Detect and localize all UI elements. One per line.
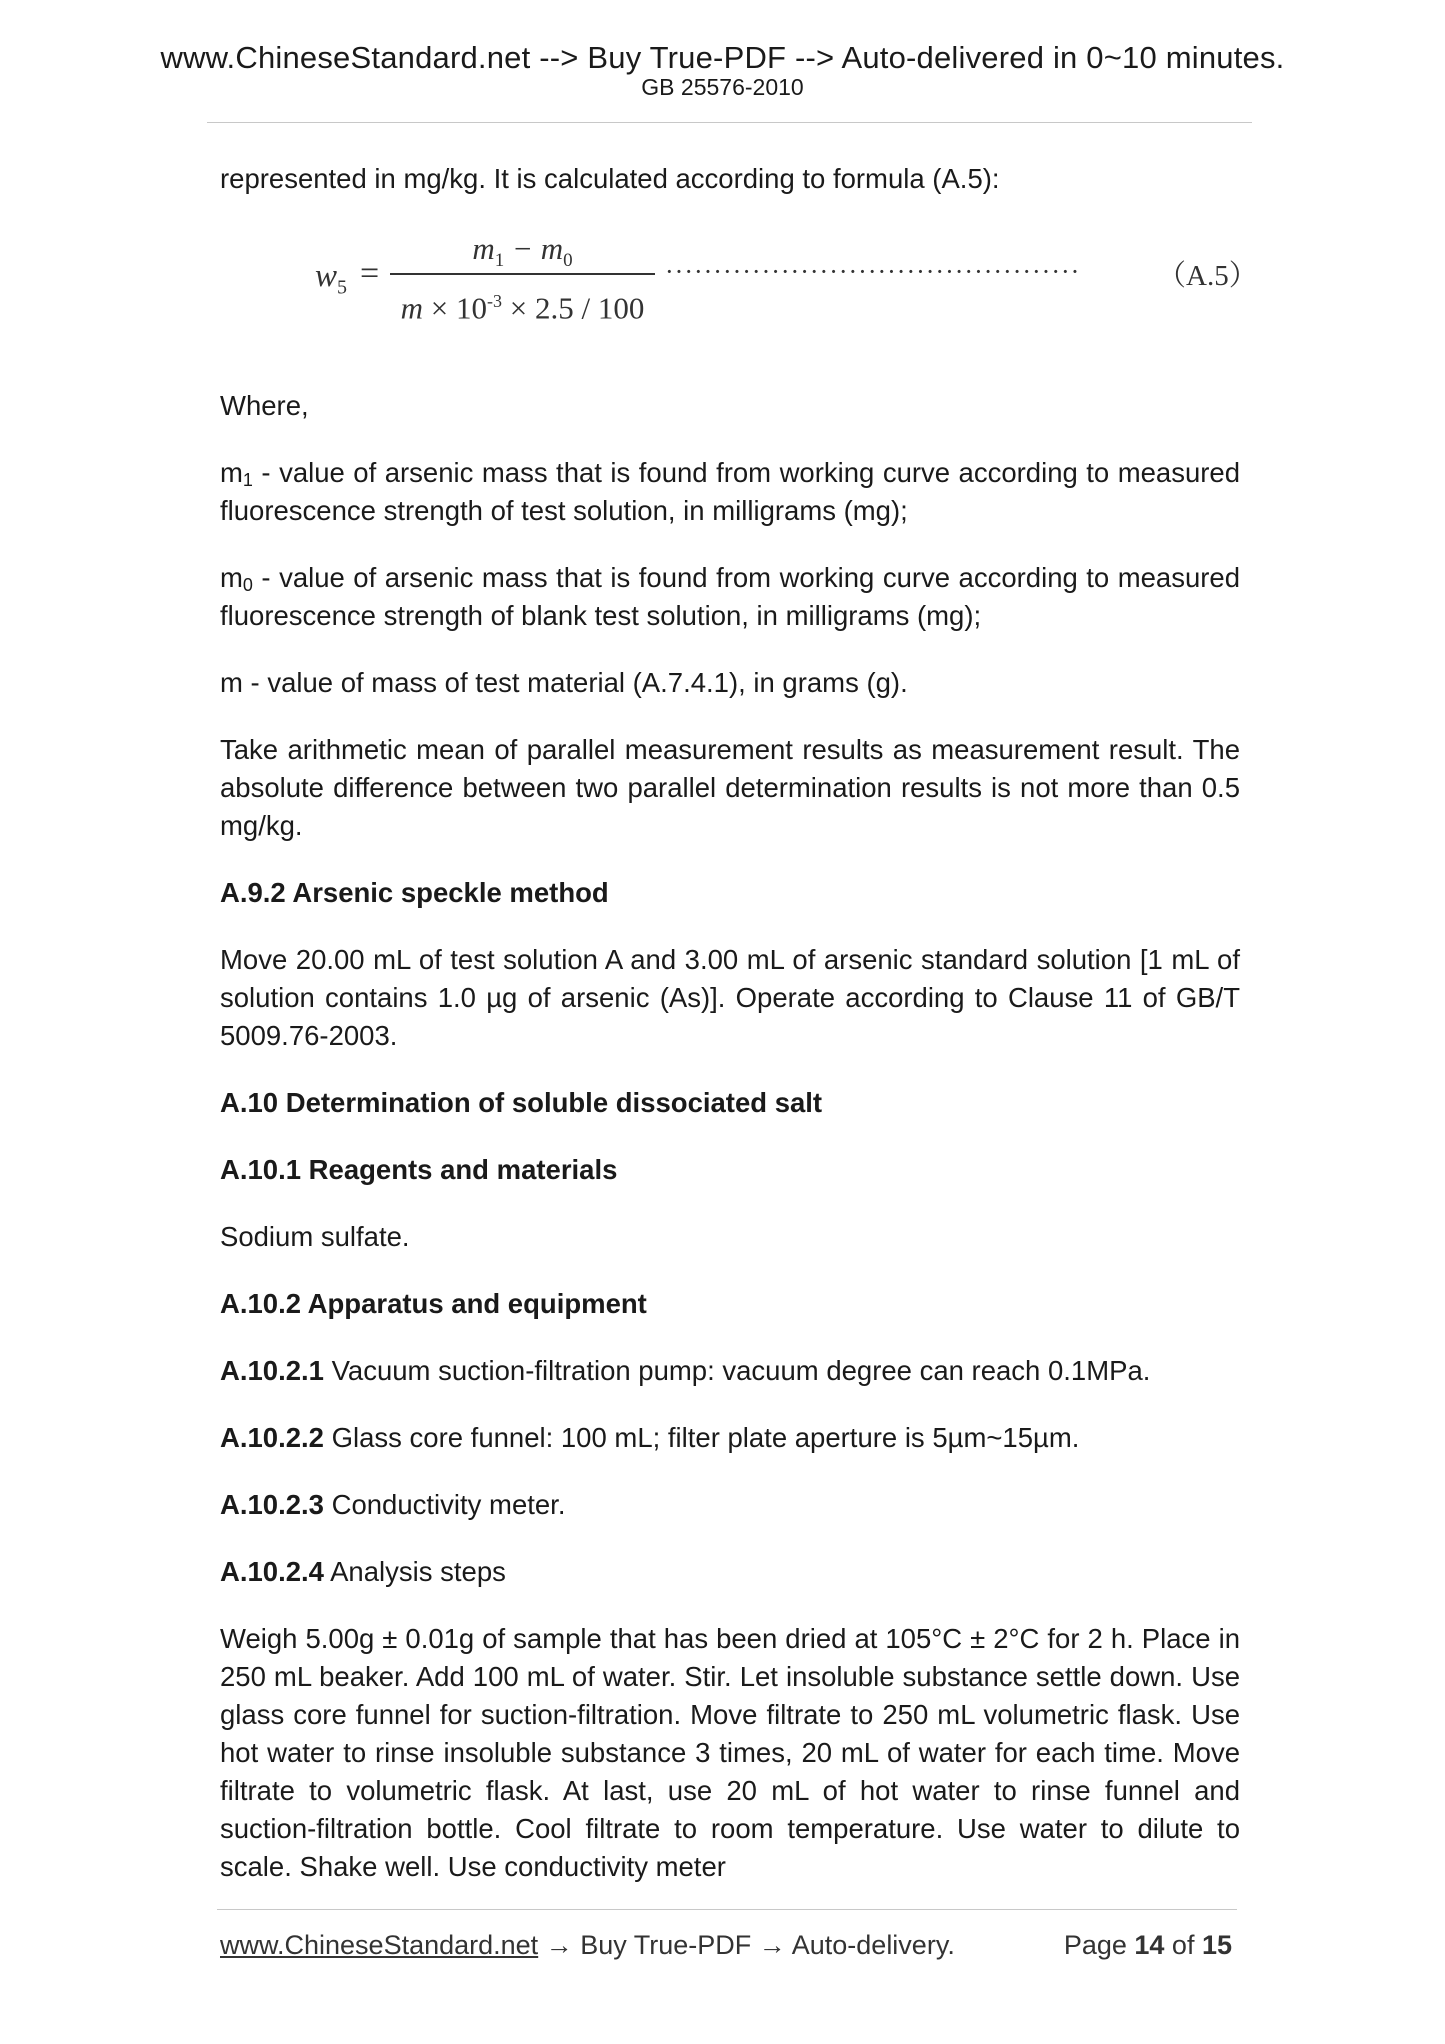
formula-numerator [390, 227, 655, 271]
header-url-line: www.ChineseStandard.net --> Buy True-PDF --> Auto-delivered in 0~10 minutes. [160, 40, 1285, 75]
def-symbol: m [220, 562, 243, 593]
def-text: - value of arsenic mass that is found from working curve according to measured fluorescence strength of test solution, in milligrams (mg); [220, 457, 1240, 526]
def-text: - value of arsenic mass that is found from working curve according to measured fluorescence strength of blank test solution, in milligrams (mg); [220, 562, 1240, 631]
item-text: Conductivity meter. [323, 1489, 566, 1520]
num-var-b: m [540, 231, 564, 266]
item-a1024 [220, 1553, 1240, 1591]
page-number: 14 [1134, 1930, 1165, 1960]
section-heading-a101: A.10.1 Reagents and materials [220, 1154, 618, 1185]
of-word: of [1164, 1930, 1202, 1960]
item-a1021 [220, 1352, 1240, 1390]
page-total: 15 [1201, 1930, 1232, 1960]
item-a1022 [220, 1419, 1240, 1457]
header-divider [207, 122, 1252, 123]
den-part-1: × 10 [423, 290, 487, 326]
a92-paragraph: Move 20.00 mL of test solution A and 3.00 mL of arsenic standard solution [1 mL of solution contains 1.0 µg of arsenic (As)]. Operate according to Clause 11 of GB/T 5009.76-2003. [220, 944, 1240, 1051]
formula-fraction [390, 227, 655, 326]
section-heading-a92: A.9.2 Arsenic speckle method [220, 877, 609, 908]
item-number: A.10.2.2 [220, 1422, 324, 1453]
den-exponent: -3 [487, 291, 502, 311]
formula-label: （A.5） [1157, 260, 1258, 292]
formula-lhs [315, 257, 347, 307]
section-heading-a10: A.10 Determination of soluble dissociated salt [220, 1087, 823, 1118]
den-part-2: × 2.5 / 100 [502, 290, 645, 326]
standard-code: GB 25576-2010 [641, 74, 804, 100]
definition-m0 [220, 559, 1240, 635]
item-number: A.10.2.3 [220, 1489, 324, 1520]
definition-m: m - value of mass of test material (A.7.4.1), in grams (g). [220, 667, 908, 698]
intro-paragraph: represented in mg/kg. It is calculated according to formula (A.5): [220, 163, 1000, 194]
page-word: Page [1063, 1930, 1135, 1960]
footer-site-link[interactable]: www.ChineseStandard.net [220, 1930, 539, 1960]
a101-paragraph: Sodium sulfate. [220, 1221, 410, 1252]
page-indicator [1064, 1930, 1232, 1961]
formula-equals: = [360, 255, 380, 292]
formula-lhs-var: w [315, 258, 338, 294]
item-text: Analysis steps [323, 1556, 506, 1587]
num-var-a: m [472, 231, 495, 266]
def-symbol: m [220, 457, 243, 488]
den-var-m: m [400, 290, 424, 326]
where-label: Where, [220, 390, 309, 421]
analysis-steps-paragraph: Weigh 5.00g ± 0.01g of sample that has been dried at 105°C ± 2°C for 2 h. Place in 250 mL beaker. Add 100 mL of water. Stir. Let insoluble substance settle down. Use glass core funnel for suction-filtration. Move filtrate to 250 mL volumetric flask. Use hot water to rinse insoluble substance 3 times, 20 mL of water for each time. Move filtrate to volumetric flask. At last, use 20 mL of hot water to rinse funnel and suction-filtration bottle. Cool filtrate to room temperature. Use water to dilute to scale. Shake well. Use conductivity meter [220, 1623, 1240, 1882]
formula-denominator [390, 279, 655, 326]
num-minus: − [504, 231, 541, 266]
item-text: Vacuum suction-filtration pump: vacuum degree can reach 0.1MPa. [323, 1355, 1151, 1386]
footer-tagline: → Buy True-PDF → Auto-delivery. [538, 1930, 955, 1960]
num-var-a-sub: 1 [494, 250, 505, 272]
item-number: A.10.2.1 [220, 1355, 324, 1386]
item-text: Glass core funnel: 100 mL; filter plate aperture is 5µm~15µm. [323, 1422, 1080, 1453]
def-symbol-sub: 1 [242, 470, 253, 490]
result-paragraph: Take arithmetic mean of parallel measurement results as measurement result. The absolute difference between two parallel determination results is not more than 0.5 mg/kg. [220, 734, 1240, 841]
def-symbol-sub: 0 [242, 575, 253, 595]
formula-a5 [220, 227, 1258, 327]
definition-m1 [220, 454, 1240, 530]
page-footer [220, 1930, 1232, 1961]
item-a1023 [220, 1486, 1240, 1524]
formula-leader-dots: ··········································· [665, 257, 1081, 286]
num-var-b-sub: 0 [563, 250, 573, 272]
section-heading-a102: A.10.2 Apparatus and equipment [220, 1288, 647, 1319]
fraction-bar [390, 273, 655, 275]
footer-divider [217, 1909, 1237, 1910]
formula-lhs-sub: 5 [337, 276, 348, 299]
page-content [220, 160, 1258, 1915]
item-number: A.10.2.4 [220, 1556, 324, 1587]
